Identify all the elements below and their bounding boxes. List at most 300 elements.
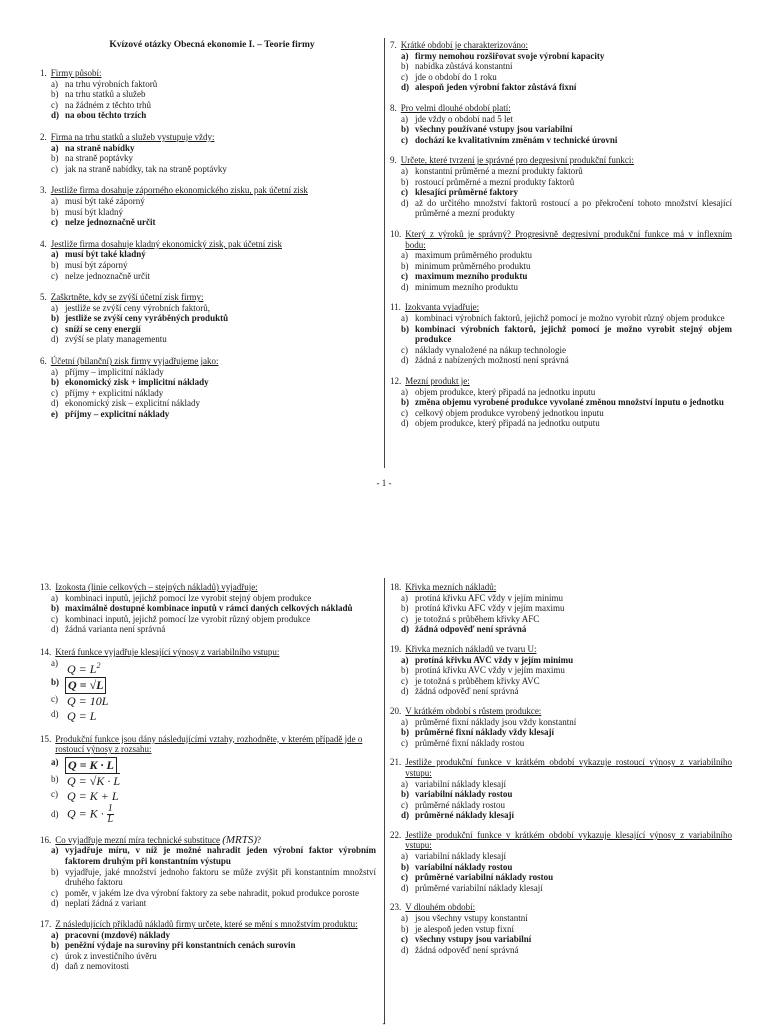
option-text: jde o období do 1 roku (415, 71, 497, 82)
option[interactable] (40, 207, 370, 218)
formula: Q = L (67, 708, 97, 723)
question-4 (40, 239, 370, 281)
option[interactable] (40, 260, 370, 271)
option-text: protíná křivku AFC vždy v jejím maximu (415, 603, 565, 614)
option-text: kombinaci inputů, jejichž pomocí lze vyrobit různý objem produkce (65, 613, 311, 624)
option-correct[interactable] (40, 377, 370, 388)
option[interactable] (40, 334, 370, 345)
option-text: úrok z investičního úvěru (65, 950, 157, 961)
option-correct[interactable] (40, 249, 370, 260)
option-text: kombinaci výrobních faktorů, jejichž pomocí je možno vyrobit stejný objem produkce (415, 323, 732, 345)
option[interactable] (390, 851, 732, 862)
question-text: Jestliže produkční funkce v krátkém období vykazuje rostoucí výnosy z variabilního vstupu: (405, 757, 732, 778)
option-correct[interactable] (390, 397, 732, 408)
option[interactable] (40, 898, 376, 909)
option-correct[interactable] (40, 845, 376, 866)
option-text: vyjadřuje míru, v níž je možné nahradit jeden výrobní faktor výrobním faktorem druhým při konstantním výstupu (65, 845, 376, 866)
question-10 (390, 229, 732, 293)
option-letter: d) (401, 82, 410, 93)
question-text: Izokvanta vyjadřuje: (404, 302, 480, 313)
option-letter: d) (401, 944, 409, 955)
formula-text: Q = K · (67, 806, 104, 820)
option[interactable] (40, 271, 370, 282)
question-text: Krátké období je charakterizováno: (400, 40, 528, 50)
option-text: žádná z nabízených možností není správná (415, 355, 569, 366)
question-number: 2. (40, 131, 47, 142)
option-text: kombinaci inputů, jejichž pomocí lze vyrobit stejný objem produkce (65, 592, 312, 603)
option-text: zvýší se platy managementu (65, 334, 167, 345)
option-letter: c) (401, 675, 408, 686)
option-text: ekonomický zisk – explicitní náklady (65, 398, 200, 409)
option[interactable] (390, 313, 732, 324)
question-14 (40, 647, 376, 724)
option-text: protíná křivku AVC vždy v jejím maximu (415, 665, 565, 676)
option-letter: d) (51, 708, 59, 719)
option-letter: b) (51, 773, 59, 784)
option[interactable] (40, 593, 376, 604)
option[interactable] (390, 665, 732, 676)
option-text: ekonomický zisk + implicitní náklady (65, 377, 209, 388)
question-16 (40, 835, 376, 909)
option-letter: d) (401, 418, 409, 429)
fraction-numerator: 1 (107, 802, 113, 814)
question-mark: ? (257, 834, 262, 845)
option[interactable] (40, 164, 370, 175)
question-text: Jestliže produkční funkce v krátkém období vykazuje klesající výnosy z variabilního vstupu: (405, 829, 732, 851)
column-divider (384, 38, 385, 468)
option-text: jsou všechny vstupy konstantní (415, 913, 528, 924)
question-text: Z následujících příkladů nákladů firmy určete, které se mění s množstvím produktu: (55, 918, 358, 929)
question-text: Křivka mezních nákladů ve tvaru U: (405, 643, 537, 654)
option-letter: c) (401, 799, 408, 810)
column-divider (384, 578, 385, 1024)
option[interactable] (390, 418, 732, 429)
option-text: na obou těchto trzích (65, 110, 147, 121)
option-letter: d) (401, 355, 409, 366)
option[interactable] (40, 694, 376, 709)
option[interactable] (40, 89, 370, 100)
option-letter: b) (401, 665, 409, 676)
option-letter: c) (51, 217, 58, 228)
option-correct[interactable] (40, 757, 376, 774)
formula: Q = √L (65, 677, 106, 694)
option[interactable] (40, 867, 376, 888)
option[interactable] (390, 717, 732, 728)
option-letter: a) (401, 313, 408, 324)
option[interactable] (40, 100, 370, 111)
option-letter: a) (401, 386, 408, 397)
option[interactable] (390, 800, 732, 811)
option[interactable] (40, 951, 376, 962)
fraction-denominator: L (107, 813, 114, 825)
option-letter: a) (51, 929, 59, 940)
option-correct[interactable] (390, 872, 732, 883)
option-letter: b) (401, 323, 410, 334)
question-22 (390, 830, 732, 894)
option[interactable] (40, 196, 370, 207)
option-letter: d) (51, 961, 59, 972)
option-letter: b) (401, 789, 410, 800)
question-number: 18. (390, 582, 402, 592)
option-letter: a) (51, 657, 58, 668)
option[interactable] (40, 79, 370, 90)
option-text: daň z nemovitosti (65, 961, 129, 972)
option-text: příjmy + explicitní náklady (65, 387, 164, 398)
option-text: firmy nemohou rozšiřovat svoje výrobní kapacity (415, 50, 605, 61)
question-number: 23. (390, 902, 402, 913)
option-letter: a) (401, 851, 408, 862)
option-letter: a) (51, 592, 58, 603)
left-column (40, 582, 376, 972)
question-number: 15. (40, 733, 52, 744)
option-text: musí být také kladný (65, 249, 146, 260)
option-correct[interactable] (40, 324, 370, 335)
question-6 (40, 356, 370, 420)
option-letter: b) (401, 727, 410, 738)
option-text: na trhu statků a služeb (65, 89, 146, 100)
option-text: je alespoň jeden vstup fixní (415, 923, 514, 934)
option-correct[interactable] (390, 862, 732, 873)
option[interactable] (40, 774, 376, 789)
question-text: Jestliže firma dosahuje záporného ekonomického zisku, pak účetní zisk (50, 185, 308, 196)
option[interactable] (40, 804, 376, 825)
option-letter: a) (51, 845, 59, 856)
page-number: - 1 - (376, 478, 392, 488)
option[interactable] (40, 789, 376, 804)
option-text: průměrné náklady klesají (415, 810, 515, 821)
option-letter: d) (51, 334, 59, 345)
option-text: nelze jednoznačně určit (65, 217, 156, 228)
option[interactable] (390, 779, 732, 790)
option-correct[interactable] (390, 934, 732, 945)
option[interactable] (40, 614, 376, 625)
option-letter: d) (401, 882, 409, 893)
option[interactable] (390, 408, 732, 419)
option[interactable] (390, 177, 732, 188)
option[interactable] (40, 888, 376, 899)
option-correct[interactable] (390, 324, 732, 345)
question-number: 4. (40, 238, 47, 249)
option-correct[interactable] (390, 187, 732, 198)
option-text: variabilní náklady klesají (415, 778, 506, 789)
option-text: variabilní náklady klesají (415, 851, 506, 862)
option-text: je totožná s průběhem křivky AVC (415, 675, 540, 686)
option-text: nabídka zůstává konstantní (415, 61, 513, 72)
question-21 (390, 757, 732, 821)
option-correct[interactable] (390, 124, 732, 135)
question-1 (40, 68, 370, 121)
formula: Q = 10L (67, 693, 109, 708)
option-text: jestliže se zvýší ceny vyráběných produktů (65, 313, 229, 324)
option-text: na straně poptávky (65, 153, 133, 164)
option-text: průměrné fixní náklady vždy klesají (415, 727, 555, 738)
question-text: Která funkce vyjadřuje klesající výnosy z variabilního vstupu: (55, 646, 280, 657)
option-text: poměr, v jakém lze dva výrobní faktory za sebe nahradit, pokud produkce poroste (65, 887, 360, 898)
option-letter: c) (401, 134, 408, 145)
option-text: vyjadřuje, jaké množství jednoho faktoru se může zvýšit při konstantním množství druhého faktoru (65, 866, 376, 888)
question-3 (40, 185, 370, 227)
option-correct[interactable] (40, 940, 376, 951)
option-correct[interactable] (390, 655, 732, 666)
option-correct[interactable] (40, 603, 376, 614)
abbreviation: (MRTS) (222, 833, 258, 846)
right-column (390, 40, 732, 429)
option-letter: a) (401, 716, 408, 727)
option[interactable] (390, 355, 732, 366)
option-letter: c) (51, 950, 58, 961)
option-text: alespoň jeden výrobní faktor zůstává fixní (415, 82, 577, 93)
option-letter: a) (401, 913, 408, 924)
question-number: 10. (390, 228, 402, 239)
question-text: Co vyjadřuje mezní míra technické substituce (55, 834, 220, 845)
option-text: objem produkce, který připadá na jednotku outputu (415, 418, 600, 429)
option-text: rostoucí průměrné a mezní produkty faktorů (415, 176, 575, 187)
option[interactable] (390, 345, 732, 356)
option-text: příjmy – explicitní náklady (65, 409, 170, 420)
option-letter: d) (401, 686, 409, 697)
option-letter: d) (51, 898, 59, 909)
page-gap (0, 540, 768, 566)
option-correct[interactable] (40, 313, 370, 324)
question-number: 3. (40, 185, 47, 196)
option-text: příjmy – implicitní náklady (65, 366, 164, 377)
option[interactable] (40, 388, 370, 399)
option-text: objem produkce, který připadá na jednotku inputu (415, 386, 596, 397)
question-text: Firmy působí: (50, 68, 102, 78)
option[interactable] (390, 387, 732, 398)
option[interactable] (390, 686, 732, 697)
option-text: žádná odpověď není správná (415, 944, 519, 955)
question-19 (390, 644, 732, 697)
question-11 (390, 302, 732, 366)
formula: Q = K · L (65, 757, 117, 774)
option[interactable] (40, 303, 370, 314)
formula: Q = √K · L (67, 773, 121, 788)
option[interactable] (390, 676, 732, 687)
option[interactable] (40, 658, 376, 677)
option-letter: b) (51, 940, 60, 951)
question-number: 13. (40, 582, 52, 592)
option-correct[interactable] (40, 143, 370, 154)
option[interactable] (390, 114, 732, 125)
option[interactable] (390, 603, 732, 614)
option-letter: b) (401, 923, 409, 934)
option-letter: c) (401, 872, 408, 883)
option-text: průměrné variabilní náklady klesají (415, 882, 543, 893)
option-letter: c) (51, 270, 58, 281)
option[interactable] (390, 913, 732, 924)
option-text: náklady vynaložené na nákup technologie (415, 344, 566, 355)
question-number: 6. (40, 356, 47, 367)
option-letter: c) (51, 163, 58, 174)
formula: $Q = L^2$ (67, 660, 101, 676)
option[interactable] (390, 61, 732, 72)
option-letter: d) (401, 197, 409, 208)
question-text: Účetní (bilanční) zisk firmy vyjadřujeme jako: (50, 356, 219, 367)
option-correct[interactable] (390, 135, 732, 146)
option-letter: d) (401, 810, 410, 821)
option[interactable] (390, 261, 732, 272)
option-letter: a) (401, 654, 409, 665)
question-number: 19. (390, 643, 402, 654)
option-text: nelze jednoznačně určit (65, 270, 150, 281)
question-number: 17. (40, 918, 52, 929)
question-text: Jestliže firma dosahuje kladný ekonomický zisk, pak účetní zisk (50, 238, 282, 249)
option[interactable] (40, 367, 370, 378)
option-letter: b) (401, 397, 410, 408)
option-text: jde vždy o období nad 5 let (415, 113, 513, 124)
option-letter: b) (401, 861, 410, 872)
option[interactable] (390, 250, 732, 261)
option-letter: c) (51, 99, 58, 110)
option-text: změna objemu vyrobené produkce vyvolané změnou množství inputu o jednotku (415, 397, 724, 408)
option-correct[interactable] (390, 51, 732, 62)
question-number: 11. (390, 302, 401, 313)
question-number: 14. (40, 646, 52, 657)
option-correct[interactable] (40, 110, 370, 121)
option[interactable] (390, 593, 732, 604)
document-title: Kvízové otázky Obecná ekonomie I. – Teorie firmy (109, 40, 315, 50)
left-column (40, 68, 370, 420)
option-text: musí být také záporný (65, 195, 145, 206)
option[interactable] (390, 738, 732, 749)
option-text: průměrné fixní náklady rostou (415, 737, 525, 748)
option[interactable] (40, 153, 370, 164)
option-letter: d) (51, 808, 59, 819)
question-15 (40, 734, 376, 825)
question-number: 9. (390, 155, 397, 166)
option-letter: c) (401, 71, 408, 82)
option-correct[interactable] (40, 217, 370, 228)
option-text: je totožná s průběhem křivky AFC (415, 613, 540, 624)
option-text: minimum průměrného produktu (415, 260, 531, 271)
option-text: všechny používané vstupy jsou variabilní (415, 124, 573, 135)
question-number: 12. (390, 376, 402, 387)
question-number: 1. (40, 68, 47, 78)
question-text: V dlouhém období: (405, 902, 476, 913)
option[interactable] (390, 945, 732, 956)
question-number: 22. (390, 829, 402, 840)
option-text: jestliže se zvýší ceny výrobních faktorů, (65, 302, 210, 313)
option-letter: a) (51, 756, 59, 767)
option-text: kombinaci výrobních faktorů, jejichž pomocí je možno vyrobit různý objem produkce (415, 313, 725, 324)
option-text: musí být záporný (65, 259, 128, 270)
option-letter: d) (401, 281, 409, 292)
option-letter: c) (401, 613, 408, 624)
option-correct[interactable] (390, 624, 732, 635)
question-text: Izokosta (linie celkových – stejných nákladů) vyjadřuje: (55, 582, 258, 592)
option-letter: b) (51, 153, 59, 164)
question-number: 20. (390, 705, 402, 716)
option-letter: b) (51, 259, 59, 270)
option-letter: a) (51, 366, 58, 377)
option-text: žádná odpověď není správná (415, 686, 519, 697)
option-text: neplatí žádná z variant (65, 898, 147, 909)
option-text: maximum mezního produktu (415, 271, 528, 282)
option-text: musí být kladný (65, 206, 123, 217)
option-letter: d) (51, 110, 60, 121)
option-correct[interactable] (40, 677, 376, 694)
option-letter: c) (401, 934, 408, 945)
option-letter: c) (51, 387, 58, 398)
option[interactable] (40, 624, 376, 635)
option-correct[interactable] (390, 82, 732, 93)
option-letter: b) (401, 260, 409, 271)
option-text: maximálně dostupné kombinace inputů v rámci daných celkových nákladů (65, 603, 353, 614)
option-text: maximum průměrného produktu (415, 250, 532, 261)
option[interactable] (40, 961, 376, 972)
option[interactable] (390, 166, 732, 177)
option-letter: b) (51, 676, 60, 687)
option-letter: a) (401, 113, 408, 124)
question-20 (390, 706, 732, 748)
option[interactable] (390, 614, 732, 625)
question-number: 16. (40, 834, 52, 845)
question-number: 21. (390, 757, 402, 768)
option[interactable] (390, 883, 732, 894)
question-18 (390, 582, 732, 635)
question-text: Pro velmi dlouhé období platí: (400, 102, 511, 113)
option[interactable] (390, 198, 732, 219)
formula (65, 804, 116, 825)
question-7 (390, 40, 732, 93)
option-letter: b) (401, 61, 409, 72)
option-letter: a) (401, 50, 409, 61)
option-letter: c) (51, 613, 58, 624)
option-correct[interactable] (390, 789, 732, 800)
option[interactable] (390, 282, 732, 293)
option[interactable] (40, 398, 370, 409)
option-letter: c) (401, 737, 408, 748)
option[interactable] (390, 924, 732, 935)
option-text: protíná křivku AVC vždy v jejím minimu (415, 654, 574, 665)
option-text: na trhu výrobních faktorů (65, 78, 158, 89)
option-text: žádná odpověď není správná (415, 624, 527, 635)
option[interactable] (40, 709, 376, 724)
question-8 (390, 103, 732, 145)
option-correct[interactable] (40, 930, 376, 941)
option-letter: c) (51, 323, 58, 334)
option-letter: a) (401, 778, 408, 789)
right-column (390, 582, 732, 955)
question-13 (40, 582, 376, 635)
question-number: 8. (390, 102, 397, 113)
option[interactable] (390, 72, 732, 83)
question-2 (40, 132, 370, 174)
option-text: dochází ke kvalitativním změnám v technické úrovni (415, 134, 618, 145)
option-letter: a) (51, 302, 58, 313)
option-correct[interactable] (390, 810, 732, 821)
option-correct[interactable] (390, 271, 732, 282)
option-letter: e) (51, 409, 58, 420)
option-letter: a) (401, 592, 408, 603)
option-letter: b) (51, 89, 59, 100)
question-text: V krátkém období s růstem produkce: (405, 705, 542, 716)
option-letter: b) (401, 124, 410, 135)
option-letter: d) (51, 624, 59, 635)
question-number: 5. (40, 292, 47, 303)
option-letter: c) (401, 344, 408, 355)
question-text: Který z výroků je správný? Progresivně degresivní produkční funkce má v inflexním bodu: (405, 228, 732, 250)
question-5 (40, 292, 370, 345)
option-correct[interactable] (390, 727, 732, 738)
option-text: konstantní průměrné a mezní produkty faktorů (415, 165, 583, 176)
option-correct[interactable] (40, 409, 370, 420)
option-text: na žádném z těchto trhů (65, 99, 151, 110)
option-letter: a) (51, 195, 58, 206)
fraction (107, 804, 114, 825)
option-text: variabilní náklady rostou (415, 861, 513, 872)
